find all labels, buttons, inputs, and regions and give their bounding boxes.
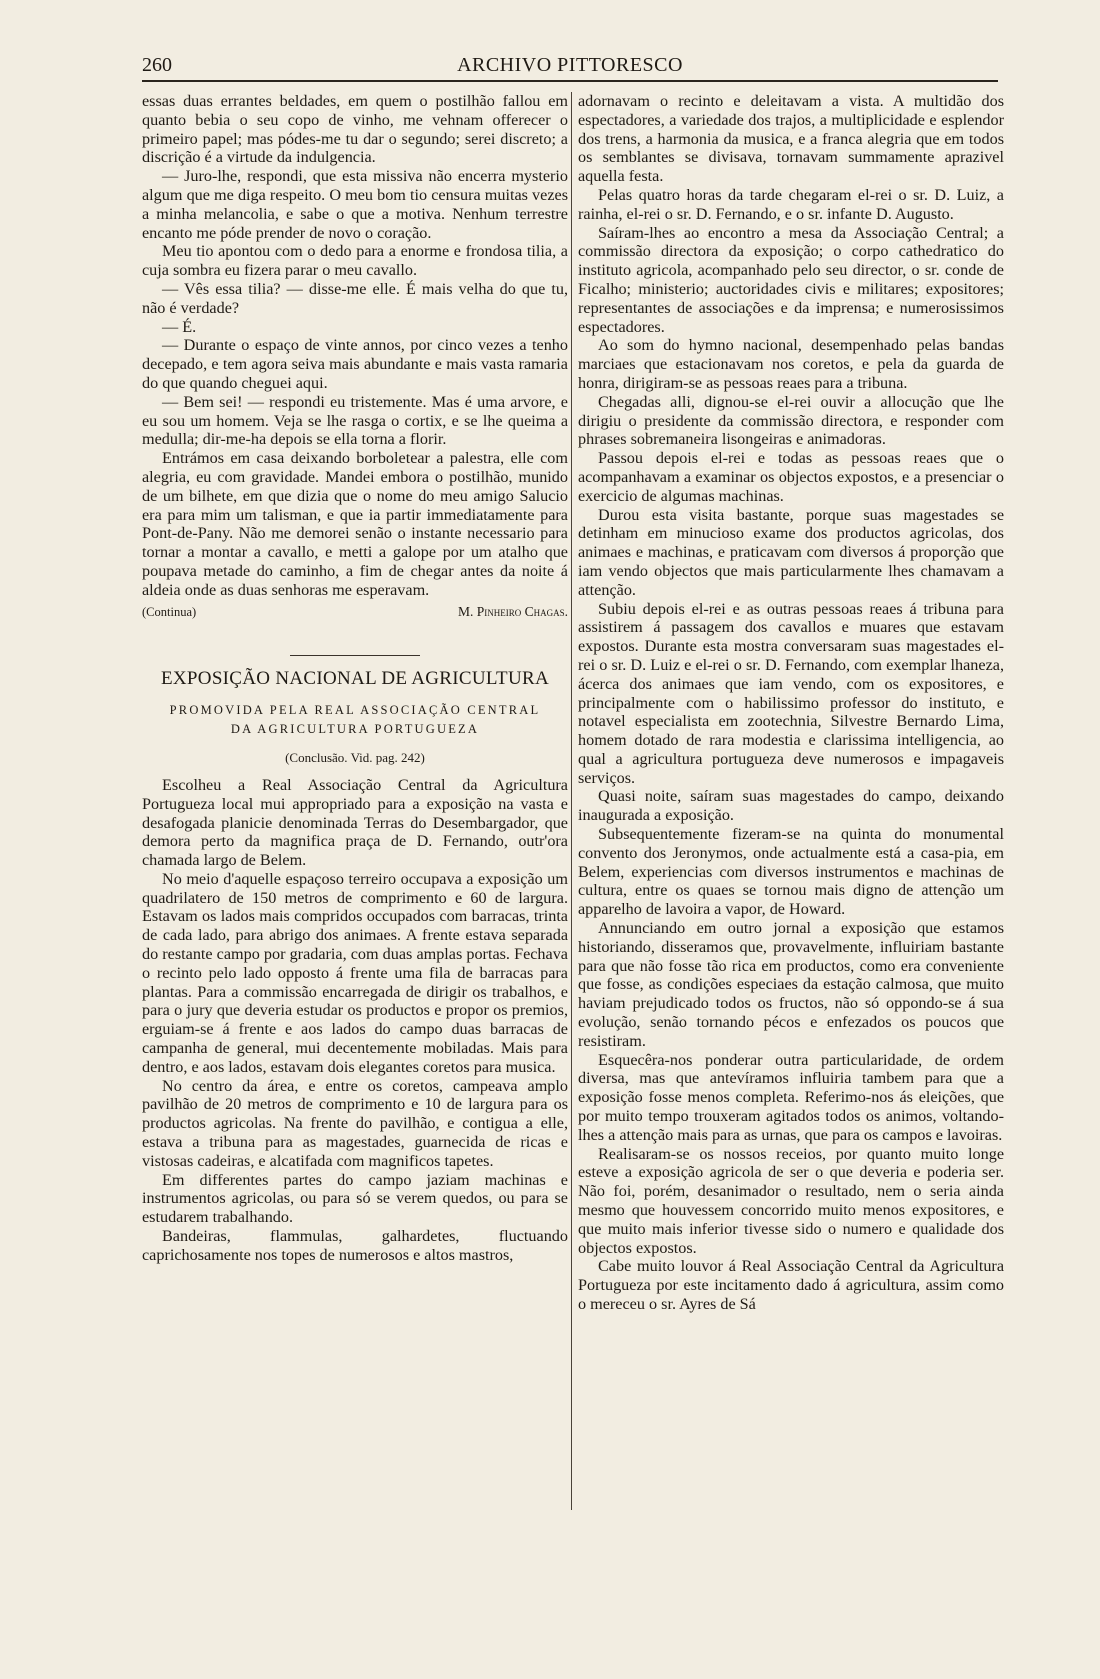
- section-separator: [290, 655, 420, 656]
- story-paragraph: essas duas errantes beldades, em quem o postilhão fallou em quanto bebia o seu copo de vinho, me vehnam offerecer o primeiro papel; mas pódes-me tu dar o segundo; serei discreto; a discrição é a virtude da indulgencia.: [142, 92, 568, 167]
- article-paragraph: Durou esta visita bastante, porque suas magestades se detinham em minucioso exame dos productos agricolas, dos animaes e machinas, e praticavam com diversos á proporção que iam vendo objectos que mais particularmente lhes chamavam a attenção.: [578, 505, 1004, 599]
- article-paragraph: Esquecêra-nos ponderar outra particularidade, de ordem diversa, mas que antevíramos influiria tambem para que a exposição fosse menos completa. Referimo-nos ás eleições, que por muito tempo trouxeram agitados todos os animos, voltando-lhes a attenção mais para as urnas, que para os campos e lavoiras.: [578, 1050, 1004, 1144]
- section-subtitle-line-1: PROMOVIDA PELA REAL ASSOCIAÇÃO CENTRAL: [169, 703, 541, 718]
- article-paragraph: Annunciando em outro jornal a exposição que estamos historiando, disseramos que, provavelmente, influiriam bastante para que não fosse tão rica em productos, como era conveniente que fosse, as condições especiaes da estação calmosa, que muito haviam prejudicado todos os fructos, não só oppondo-se á sua evolução, senão tornando pécos e enfezados os poucos que resistiram.: [578, 919, 1004, 1050]
- article-paragraph: Subsequentemente fizeram-se na quinta do monumental convento dos Jeronymos, onde actualmente está a casa-pia, em Belem, experiencias com diversos instrumentos e machinas de cultura, entre os quaes se tornou mais digno de attenção um apparelho de lavoira a vapor, de Howard.: [578, 825, 1004, 919]
- article-paragraph: No meio d'aquelle espaçoso terreiro occupava a exposição um quadrilatero de 150 metros de comprimento e 60 de largura. Estavam os lados mais compridos occupados com barracas, trinta de cada lado, para abrigo dos animaes. A frente estava separada do restante campo por gradaria, com duas amplas portas. Fechava o recinto pelo lado opposto á frente uma fila de barracas para plantas. Para a commissão encarregada de dirigir os trabalhos, e para o jury que deveria estudar os productos e propor os premios, erguiam-se á frente e aos lados do campo duas barracas de campanha de general, mui decentemente mobiladas. Mais para dentro, e aos lados, estavam dois elegantes coretos para musica.: [142, 869, 568, 1076]
- author-signature: M. Pinheiro Chagas.: [457, 603, 568, 619]
- article-paragraph: adornavam o recinto e deleitavam a vista. A multidão dos espectadores, a variedade dos trajos, a multiplicidade e esplendor dos trens, a harmonia da musica, e a franca alegria que em todos os semblantes se divisava, tornavam summamente aprazivel aquella festa.: [578, 92, 1004, 186]
- article-paragraph: Passou depois el-rei e todas as pessoas reaes que o acompanhavam a examinar os objectos expostos, e a presenciar o exercicio de algumas machinas.: [578, 449, 1004, 505]
- header-rule: [142, 80, 998, 82]
- story-paragraph: — Durante o espaço de vinte annos, por cinco vezes a tenho decepado, e tem agora seiva mais abundante e mais vasta ramaria do que quando cheguei aqui.: [142, 336, 568, 392]
- section-subtitle: [142, 701, 568, 739]
- article-paragraph: Em differentes partes do campo jaziam machinas e instrumentos agricolas, ou para só se verem quedos, ou para se estudarem trabalhando.: [142, 1170, 568, 1227]
- article-paragraph: Realisaram-se os nossos receios, por quanto muito longe esteve a exposição agricola de ser o que deveria e poderia ser. Não foi, porém, desanimador o resultado, nem o seria ainda mesmo que houvessem concorrido muito menos expositores, e que muito mais inferior tivesse sido o numero e qualidade dos objectos expostos.: [578, 1144, 1004, 1257]
- article-paragraph: Chegadas alli, dignou-se el-rei ouvir a allocução que lhe dirigiu o presidente da commissão directora, e responder com phrases sobremaneira lisongeiras e animadoras.: [578, 392, 1004, 449]
- page-number: 260: [142, 54, 172, 76]
- article-paragraph: Pelas quatro horas da tarde chegaram el-rei o sr. D. Luiz, a rainha, el-rei o sr. D. Fernando, e o sr. infante D. Augusto.: [578, 185, 1004, 223]
- right-column: [578, 92, 1004, 1314]
- story-paragraph: — Bem sei! — respondi eu tristemente. Mas é uma arvore, e eu sou um homem. Veja se lhe rasga o cortix, e se lhe queima a medulla; dir-me-ha depois se ella torna a florir.: [142, 392, 568, 449]
- article-paragraph: Subiu depois el-rei e as outras pessoas reaes á tribuna para assistirem á passagem dos cavallos e muares que estavam expostos. Durante esta mostra conversaram suas magestades el-rei o sr. D. Luiz e el-rei o sr. D. Fernando, com exemplar lhaneza, ácerca dos animaes que iam vendo, com os expositores, e principalmente com o habilissimo professor do instituto, e notavel especialista em zootechnia, Silvestre Bernardo Lima, homem dotado de rara modestia e clarissima intelligencia, ao qual a agricultura portugueza deve numerosos e impagaveis serviços.: [578, 599, 1004, 787]
- story-paragraph: — Vês essa tilia? — disse-me elle. É mais velha do que tu, não é verdade?: [142, 279, 568, 317]
- column-divider: [571, 92, 572, 1510]
- article-paragraph: Escolheu a Real Associação Central da Agricultura Portugueza local mui appropriado para a exposição na vasta e desafogada planicie denominada Terras do Desembargador, que demora perto da magnifica praça de D. Fernando, outr'ora chamada largo de Belem.: [142, 775, 568, 870]
- story-paragraph: Meu tio apontou com o dedo para a enorme e frondosa tilia, a cuja sombra eu fizera parar o meu cavallo.: [142, 242, 568, 280]
- signature-line: [142, 603, 568, 622]
- story-paragraph: — É.: [162, 317, 197, 336]
- section-subtitle-line-2: DA AGRICULTURA PORTUGUEZA: [230, 722, 480, 737]
- article-paragraph: Ao som do hymno nacional, desempenhado pelas bandas marciaes que estacionavam nos coretos, e pela da guarda de honra, dirigiram-se as pessoas reaes para a tribuna.: [578, 336, 1004, 392]
- section-title: EXPOSIÇÃO NACIONAL DE AGRICULTURA: [161, 668, 549, 690]
- left-column: [142, 92, 568, 1265]
- article-paragraph: No centro da área, e entre os coretos, campeava amplo pavilhão de 20 metros de comprimento e 10 de largura para os productos agricolas. Na frente do pavilhão, e contigua a elle, estava a tribuna para as magestades, guarnecida de ricas e vistosas cadeiras, e alcatifada com magnificos tapetes.: [142, 1076, 568, 1170]
- article-paragraph: Cabe muito louvor á Real Associação Central da Agricultura Portugueza por este incitamento dado á agricultura, assim como o mereceu o sr. Ayres de Sá: [578, 1257, 1004, 1313]
- article-paragraph: Bandeiras, flammulas, galhardetes, fluctuando caprichosamente nos topes de numerosos e altos mastros,: [142, 1227, 568, 1264]
- section-note: (Conclusão. Vid. pag. 242): [285, 750, 425, 766]
- running-title: ARCHIVO PITTORESCO: [457, 54, 683, 76]
- continua-note: (Continua): [142, 604, 197, 619]
- page-header: [142, 54, 998, 82]
- article-paragraph: Saíram-lhes ao encontro a mesa da Associação Central; a commissão directora da exposição; o corpo cathedratico do instituto agricola, acompanhado pelo seu director, o sr. conde de Ficalho; ministerio; auctoridades civis e militares; expositores; representantes de associações e da imprensa; e numerosissimos espectadores.: [578, 223, 1004, 336]
- story-paragraph: Entrámos em casa deixando borboletear a palestra, elle com alegria, eu com gravidade. Mandei embora o postilhão, munido de um bilhete, em que dizia que o nome do meu amigo Salucio era para mim um talisman, e que ia partir immediatamente para Pont-de-Pany. Não me demorei senão o instante necessario para tornar a montar a cavallo, e metti a galope por um atalho que poupava metade do caminho, a fim de chegar antes da noite á aldeia onde as duas senhoras me esperavam.: [142, 449, 568, 599]
- article-paragraph: Quasi noite, saíram suas magestades do campo, deixando inaugurada a exposição.: [578, 787, 1004, 825]
- story-paragraph: — Juro-lhe, respondi, que esta missiva não encerra mysterio algum que me diga respeito. O meu bom tio censura muitas vezes a minha melancolia, e sabe o que a motiva. Nenhum terrestre encanto me póde prender de novo o coração.: [142, 167, 568, 242]
